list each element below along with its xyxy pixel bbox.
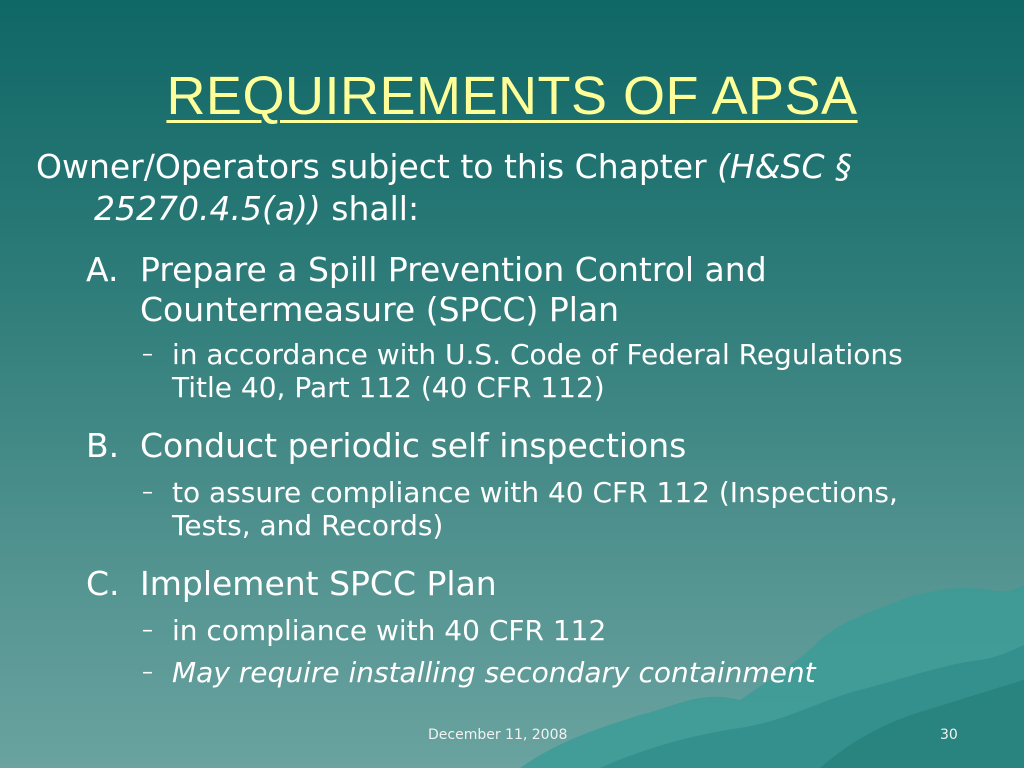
sub-item	[142, 476, 962, 542]
list-item-b	[86, 426, 966, 466]
dash-bullet: –	[142, 480, 153, 505]
dash-bullet: –	[142, 618, 153, 643]
sub-item-text: in compliance with 40 CFR 112	[172, 614, 607, 647]
list-item-text: Prepare a Spill Prevention Control and Countermeasure (SPCC) Plan	[140, 250, 767, 329]
sub-item-text: in accordance with U.S. Code of Federal Regulations Title 40, Part 112 (40 CFR 112)	[172, 338, 903, 404]
intro-paragraph	[36, 146, 1024, 230]
list-item-letter: A.	[86, 250, 119, 289]
list-item-letter: C.	[86, 564, 120, 603]
list-item-a	[86, 250, 966, 330]
slide-title: REQUIREMENTS OF APSA	[166, 66, 858, 126]
dash-bullet: –	[142, 660, 153, 685]
intro-text: Owner/Operators subject to this Chapter	[36, 147, 718, 186]
sub-item	[142, 656, 962, 689]
intro-suffix: shall:	[320, 189, 420, 228]
sub-item	[142, 338, 962, 404]
list-item-text: Implement SPCC Plan	[140, 564, 497, 603]
dash-bullet: –	[142, 342, 153, 367]
footer-date: December 11, 2008	[428, 727, 568, 743]
sub-item	[142, 614, 962, 647]
list-item-c	[86, 564, 966, 604]
slide-number: 30	[940, 727, 958, 743]
list-item-letter: B.	[86, 426, 120, 465]
list-item-text: Conduct periodic self inspections	[140, 426, 687, 465]
intro-citation: (H&SC § 25270.4.5(a))	[94, 147, 852, 228]
sub-item-text: May require installing secondary containment	[172, 656, 816, 689]
sub-item-text: to assure compliance with 40 CFR 112 (Inspections, Tests, and Records)	[172, 476, 898, 542]
